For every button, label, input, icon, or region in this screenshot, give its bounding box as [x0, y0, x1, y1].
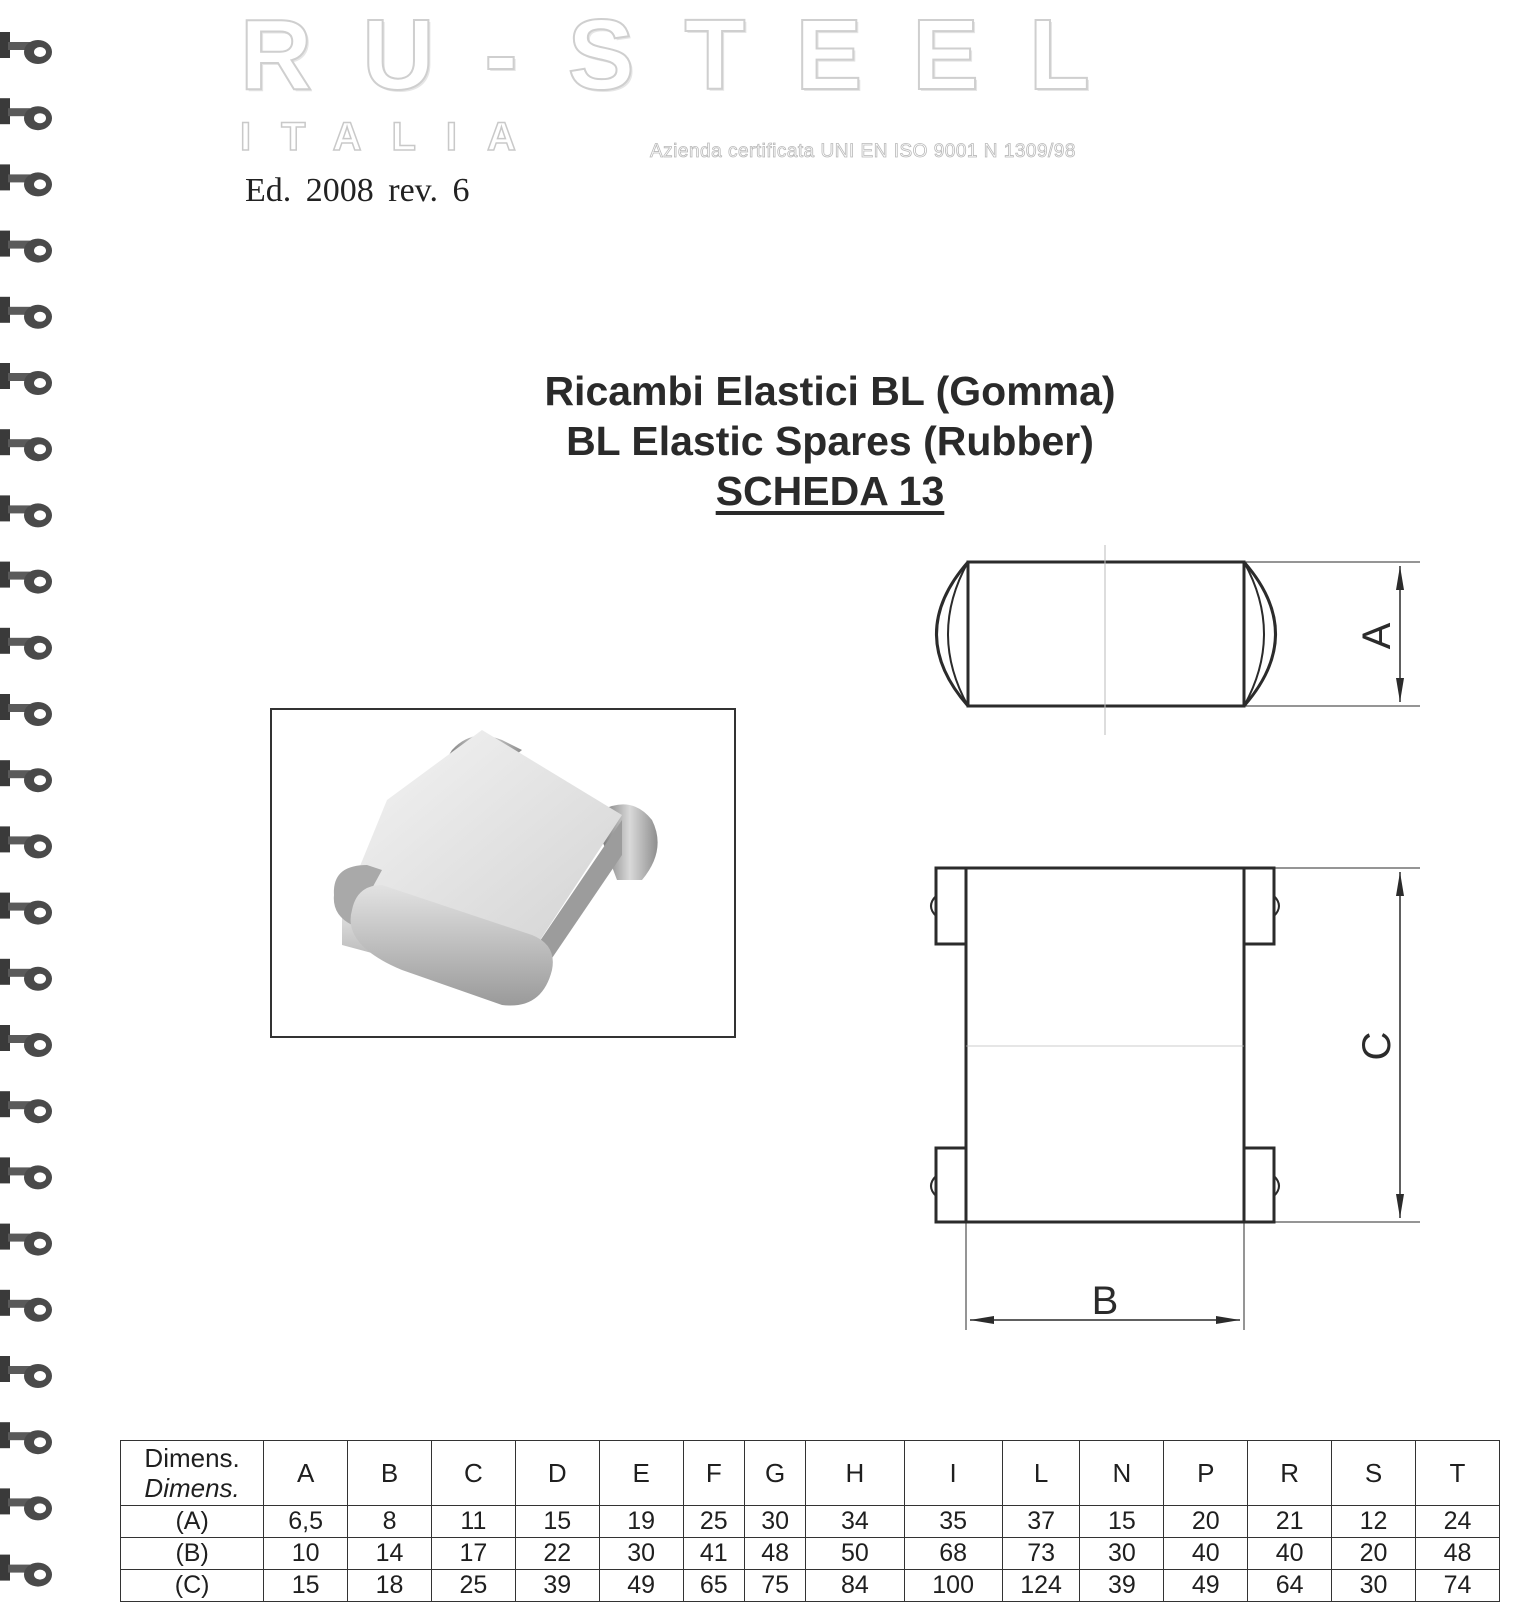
column-header: P: [1164, 1441, 1248, 1506]
table-cell: 37: [1002, 1506, 1080, 1538]
column-header: T: [1415, 1441, 1499, 1506]
table-cell: 39: [1080, 1570, 1164, 1602]
table-cell: 18: [348, 1570, 432, 1602]
dimension-c-label: C: [1355, 1031, 1399, 1061]
table-header-label: [121, 1441, 264, 1506]
column-header: I: [904, 1441, 1002, 1506]
table-cell: 73: [1002, 1538, 1080, 1570]
table-cell: 30: [1332, 1570, 1416, 1602]
table-cell: 11: [431, 1506, 515, 1538]
table-cell: 21: [1248, 1506, 1332, 1538]
certification-note: Azienda certificata UNI EN ISO 9001 N 1309/98: [650, 141, 1076, 162]
row-label: (C): [121, 1570, 264, 1602]
table-cell: 15: [264, 1570, 348, 1602]
table-cell: 22: [515, 1538, 599, 1570]
table-cell: 25: [431, 1570, 515, 1602]
table-cell: 48: [744, 1538, 805, 1570]
table-cell: 10: [264, 1538, 348, 1570]
column-header: L: [1002, 1441, 1080, 1506]
dimension-a-label: A: [1355, 622, 1399, 650]
row-label: (A): [121, 1506, 264, 1538]
column-header: H: [806, 1441, 904, 1506]
table-cell: 8: [348, 1506, 432, 1538]
table-cell: 30: [744, 1506, 805, 1538]
table-row: [121, 1506, 1500, 1538]
table-cell: 25: [683, 1506, 744, 1538]
table-cell: 48: [1415, 1538, 1499, 1570]
table-cell: 100: [904, 1570, 1002, 1602]
column-header: A: [264, 1441, 348, 1506]
header-label-italian: Dimens.: [144, 1443, 240, 1473]
header-label-english: Dimens.: [144, 1473, 240, 1503]
table-cell: 68: [904, 1538, 1002, 1570]
column-header: R: [1248, 1441, 1332, 1506]
column-header: N: [1080, 1441, 1164, 1506]
column-header: G: [744, 1441, 805, 1506]
table-cell: 20: [1332, 1538, 1416, 1570]
table-cell: 20: [1164, 1506, 1248, 1538]
table-cell: 84: [806, 1570, 904, 1602]
table-cell: 30: [599, 1538, 683, 1570]
column-header: D: [515, 1441, 599, 1506]
row-label: (B): [121, 1538, 264, 1570]
table-cell: 124: [1002, 1570, 1080, 1602]
table-cell: 40: [1164, 1538, 1248, 1570]
title-english: BL Elastic Spares (Rubber): [566, 418, 1094, 464]
dimensions-table: [120, 1440, 1500, 1602]
table-row: [121, 1570, 1500, 1602]
binding-ring: [0, 1555, 52, 1587]
table-cell: 30: [1080, 1538, 1164, 1570]
column-header: S: [1332, 1441, 1416, 1506]
table-cell: 41: [683, 1538, 744, 1570]
table-cell: 75: [744, 1570, 805, 1602]
table-cell: 50: [806, 1538, 904, 1570]
table-cell: 74: [1415, 1570, 1499, 1602]
brand-logo: RU-STEEL: [240, 0, 1140, 111]
table-cell: 39: [515, 1570, 599, 1602]
table-cell: 12: [1332, 1506, 1416, 1538]
table-cell: 14: [348, 1538, 432, 1570]
dimension-b-label: B: [1091, 1279, 1119, 1323]
table-cell: 17: [431, 1538, 515, 1570]
table-cell: 40: [1248, 1538, 1332, 1570]
front-view-shape: [931, 868, 1279, 1222]
table-row: [121, 1538, 1500, 1570]
edition-label: Ed. 2008 rev. 6: [245, 172, 470, 209]
title-italian: Ricambi Elastici BL (Gomma): [544, 368, 1116, 414]
table-cell: 15: [1080, 1506, 1164, 1538]
brand-subtitle: ITALIA: [240, 115, 546, 159]
binding-ring: [0, 1422, 52, 1454]
table-cell: 49: [1164, 1570, 1248, 1602]
table-cell: 35: [904, 1506, 1002, 1538]
table-cell: 19: [599, 1506, 683, 1538]
sheet-number: SCHEDA 13: [715, 468, 945, 514]
column-header: F: [683, 1441, 744, 1506]
table-cell: 24: [1415, 1506, 1499, 1538]
table-cell: 65: [683, 1570, 744, 1602]
table-cell: 34: [806, 1506, 904, 1538]
column-header: E: [599, 1441, 683, 1506]
binding-ring: [0, 1488, 52, 1520]
table-cell: 15: [515, 1506, 599, 1538]
table-header-row: [121, 1441, 1500, 1506]
column-header: B: [348, 1441, 432, 1506]
table-cell: 64: [1248, 1570, 1332, 1602]
table-cell: 6,5: [264, 1506, 348, 1538]
table-cell: 49: [599, 1570, 683, 1602]
top-view-shape: [937, 562, 1276, 706]
column-header: C: [431, 1441, 515, 1506]
